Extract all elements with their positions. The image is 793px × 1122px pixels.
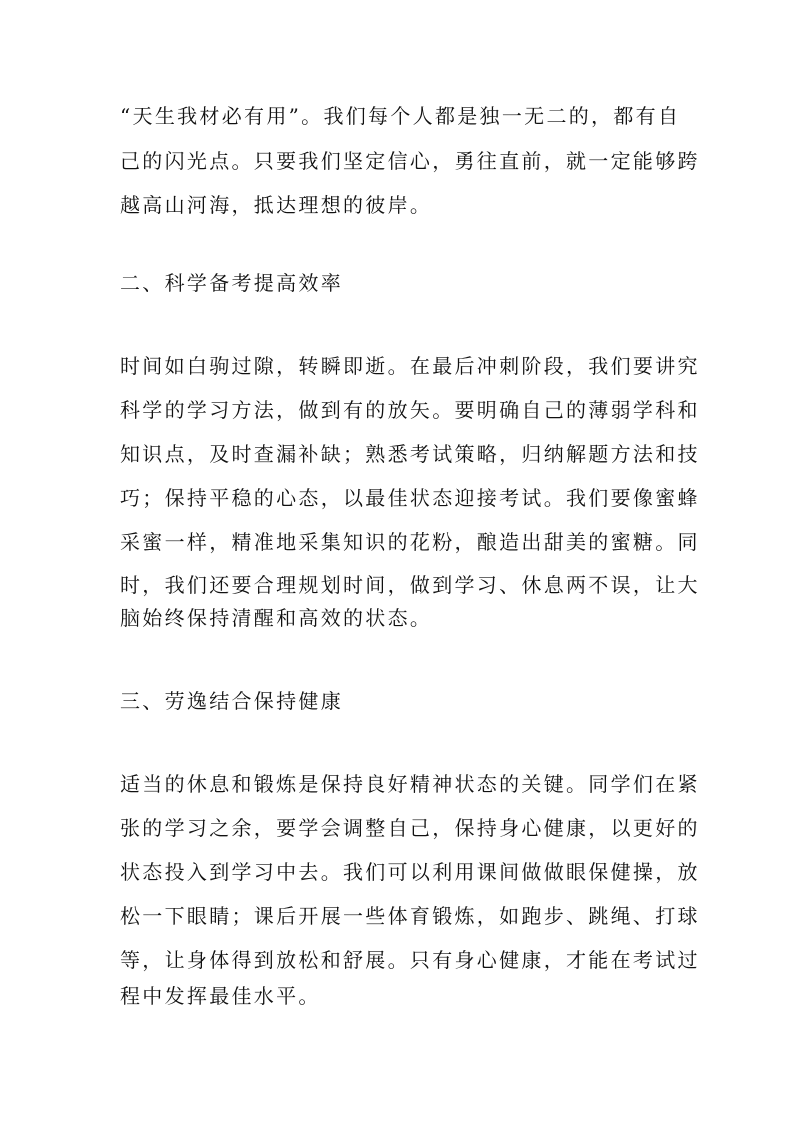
paragraph-2-line-6: 时，我们还要合理规划时间，做到学习、休息两不误，让大 (120, 573, 700, 597)
paragraph-2-line-1: 时间如白驹过隙，转瞬即逝。在最后冲刺阶段，我们要讲究 (120, 354, 700, 378)
paragraph-3-line-5: 等，让身体得到放松和舒展。只有身心健康，才能在考试过 (120, 948, 700, 972)
paragraph-3-line-3: 状态投入到学习中去。我们可以利用课间做做眼保健操，放 (120, 860, 700, 884)
paragraph-3-line-4: 松一下眼睛；课后开展一些体育锻炼，如跑步、跳绳、打球 (120, 904, 700, 928)
paragraph-1-line-1: “天生我材必有用”。我们每个人都是独一无二的，都有自 (120, 104, 681, 128)
paragraph-2-line-7: 脑始终保持清醒和高效的状态。 (120, 606, 433, 630)
section-heading-3: 三、劳逸结合保持健康 (120, 689, 343, 713)
paragraph-3-line-2: 张的学习之余，要学会调整自己，保持身心健康，以更好的 (120, 816, 700, 840)
paragraph-1-line-3: 越高山河海，抵达理想的彼岸。 (120, 193, 433, 217)
paragraph-2-line-2: 科学的学习方法，做到有的放矢。要明确自己的薄弱学科和 (120, 398, 700, 422)
paragraph-3-line-6: 程中发挥最佳水平。 (120, 984, 321, 1008)
section-heading-2: 二、科学备考提高效率 (120, 271, 343, 295)
paragraph-3-line-1: 适当的休息和锻炼是保持良好精神状态的关键。同学们在紧 (120, 772, 700, 796)
paragraph-2-line-5: 采蜜一样，精准地采集知识的花粉，酿造出甜美的蜜糖。同 (120, 530, 700, 554)
paragraph-2-line-3: 知识点，及时查漏补缺；熟悉考试策略，归纳解题方法和技 (120, 442, 700, 466)
paragraph-2-line-4: 巧；保持平稳的心态，以最佳状态迎接考试。我们要像蜜蜂 (120, 486, 700, 510)
paragraph-1-line-2: 己的闪光点。只要我们坚定信心，勇往直前，就一定能够跨 (120, 149, 700, 173)
